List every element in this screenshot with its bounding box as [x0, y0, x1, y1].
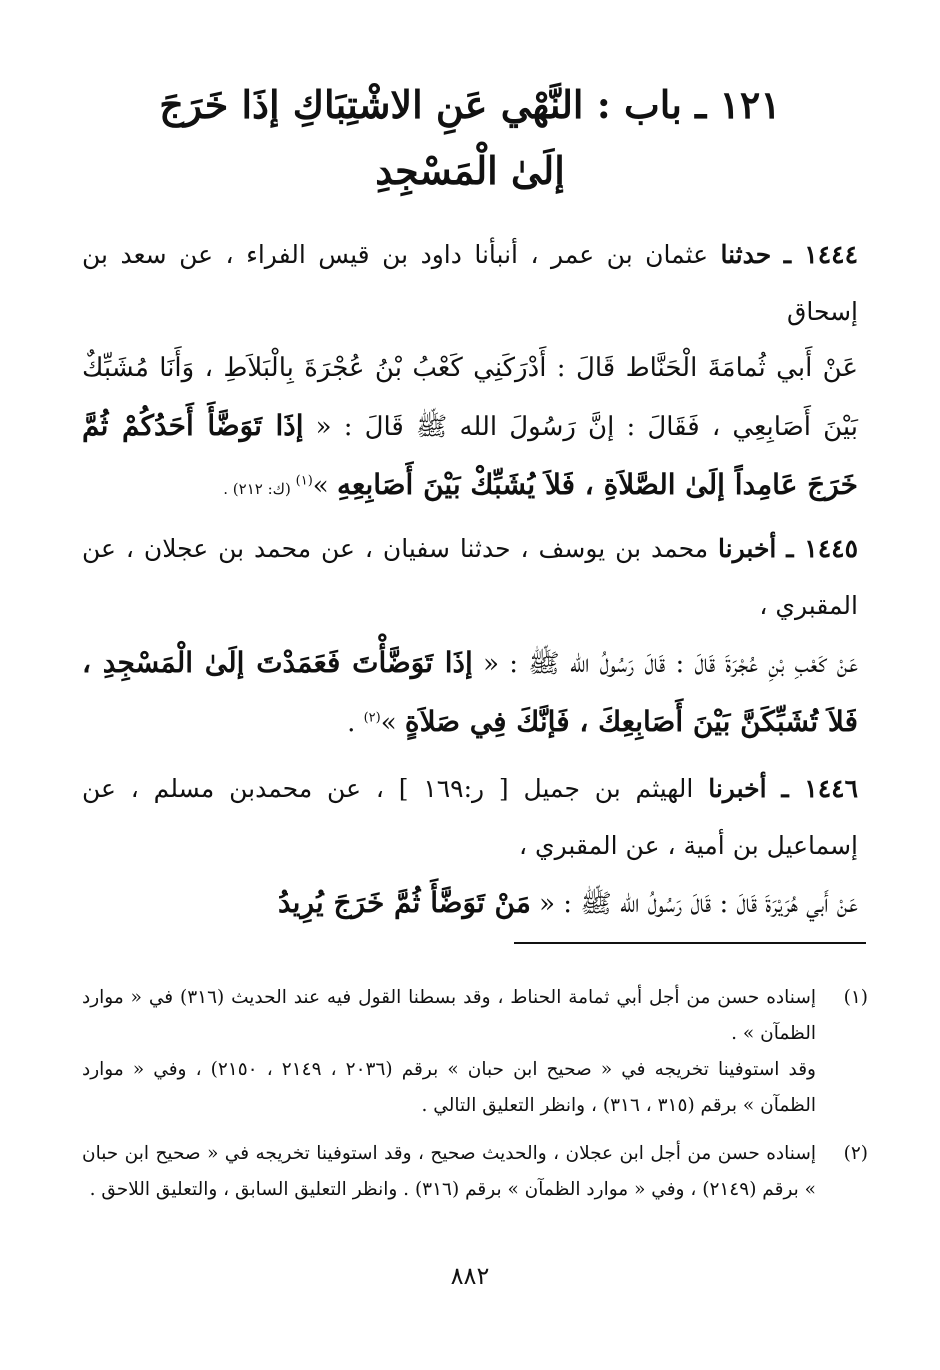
hadith-1445-isnad — [82, 520, 858, 634]
footnote-1 — [82, 980, 868, 1124]
isnad-text: محمد بن يوسف ، حدثنا سفيان ، عن محمد بن عجلان ، عن المقبري ، — [82, 534, 858, 620]
footnote-separator — [514, 942, 866, 944]
footnote-marker: (١) — [843, 987, 868, 1008]
hadith-number: ١٤٤٦ ـ — [781, 774, 859, 803]
hadith-intro: عَنْ أَبي ثُمامَةَ الْحَنَّاط قَالَ : أَدْرَكَنِي كَعْبُ بْنُ عُجْرَةَ بِالْبَلاَطِ ، وَأَنَا مُشَبِّكٌ بَيْنَ أَصَابِعِي ، فَقَالَ : إنَّ رَسُولَ الله ﷺ قَالَ : « — [82, 353, 858, 442]
hadith-matn: مَنْ تَوَضَّأَ ثُمَّ خَرَجَ يُرِيدُ — [277, 886, 531, 919]
hadith-number: ١٤٤٥ ـ — [786, 534, 858, 563]
isnad-text: الهيثم بن جميل [ ر:١٦٩ ] ، عن محمدبن مسلم ، عن إسماعيل بن أمية ، عن المقبري ، — [82, 774, 858, 860]
hadith-matn: إذَا تَوَضَّأَ أَحَدُكُمْ ثُمَّ خَرَجَ عَامِداً إلَىٰ الصَّلاَةِ ، فَلاَ يُشَبِّكْ بَيْنَ أَصَابِعِهِ — [82, 409, 858, 501]
hadith-1446-isnad — [82, 760, 858, 874]
quote-close: » — [380, 708, 405, 738]
chapter-title-line2: إلَىٰ الْمَسْجِدِ — [375, 148, 565, 193]
footnote-paragraph: إسناده حسن من أجل ابن عجلان ، والحديث صحيح ، وقد استوفينا تخريجه في « صحيح ابن حبان » برقم (٢١٤٩) ، وفي « موارد الظمآن » برقم (٣١٦) . وانظر التعليق السابق ، والتعليق اللاحق . — [82, 1143, 816, 1200]
sentence-end: . — [347, 708, 364, 738]
hadith-intro: عَنْ كَعْبِ بْنِ عُجْرَةَ قَالَ : قَالَ رَسُولُ الله ﷺ : « — [472, 649, 859, 679]
transmission-verb: أخبرنا — [718, 534, 777, 563]
cross-reference: (ك: ٢١٢) . — [223, 480, 296, 498]
footnote-paragraph: إسناده حسن من أجل أبي ثمامة الحناط ، وقد بسطنا القول فيه عند الحديث (٣١٦) في « موارد الظمآن » . — [82, 987, 816, 1044]
chapter-title-line1: ١٢١ ـ باب : النَّهْي عَنِ الاشْتِبَاكِ إذَا خَرَجَ — [159, 82, 781, 127]
hadith-1446-text — [82, 874, 858, 933]
footnote-2 — [82, 1136, 868, 1208]
footnote-marker: (٢) — [843, 1143, 868, 1164]
footnote-ref-2: (٢) — [363, 710, 381, 726]
hadith-intro: عَنْ أَبي هُرَيْرَةَ قَالَ : قَالَ رَسُولُ الله ﷺ : « — [530, 889, 858, 919]
hadith-number: ١٤٤٤ ـ — [783, 240, 858, 269]
transmission-verb: حدثنا — [720, 240, 772, 269]
hadith-1445-text — [82, 634, 858, 752]
hadith-1444-isnad — [82, 226, 858, 340]
footnote-paragraph: وقد استوفينا تخريجه في « صحيح ابن حبان » برقم (٢٠٣٦ ، ٢١٤٩ ، ٢١٥٠) ، وفي « موارد الظمآن » برقم (٣١٥ ، ٣١٦) ، وانظر التعليق التالي . — [82, 1059, 816, 1116]
quote-close: » — [312, 471, 337, 501]
hadith-matn: إذَا تَوَضَّأْتَ فَعَمَدْتَ إلَىٰ الْمَسْجِدِ ، فَلاَ تُشَبِّكَنَّ بَيْنَ أَصَابِعِكَ ، فَإنَّكَ فِي صَلاَةٍ — [82, 646, 858, 738]
transmission-verb: أخبرنا — [708, 774, 767, 803]
footnote-ref-1: (١) — [295, 473, 313, 489]
hadith-1444-text — [82, 340, 858, 518]
isnad-text: عثمان بن عمر ، أنبأنا داود بن قيس الفراء ، عن سعد بن إسحاق — [82, 240, 858, 326]
page-number: ٨٨٢ — [450, 1262, 490, 1290]
